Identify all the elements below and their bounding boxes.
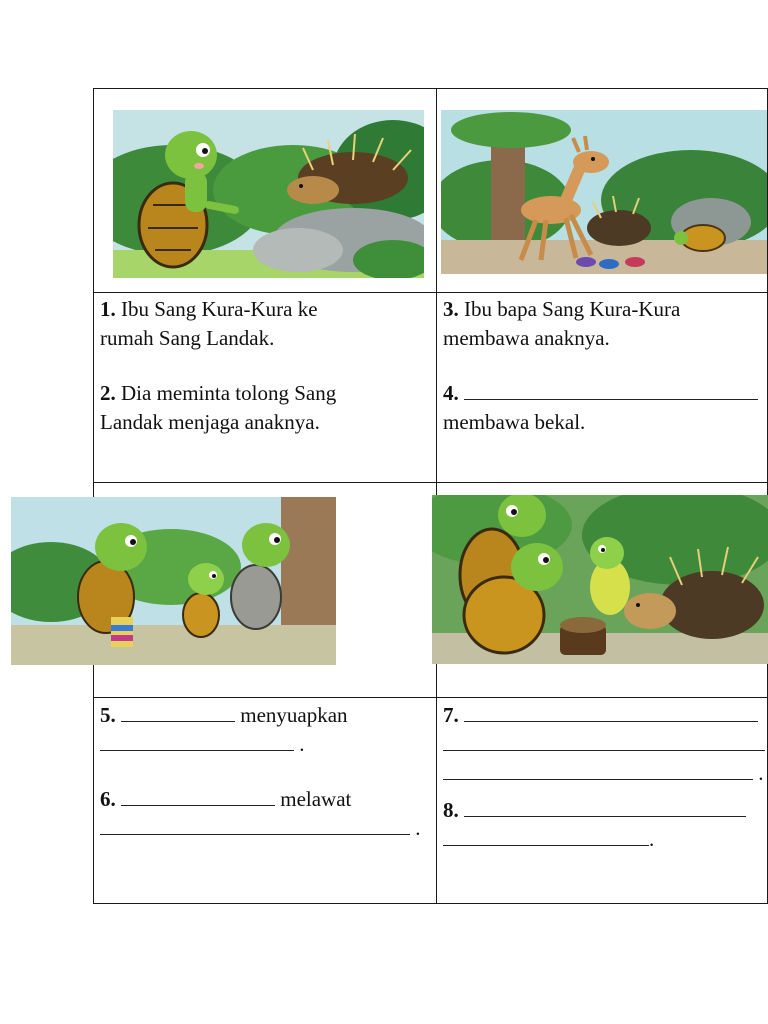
sentence-end: . [758,761,764,785]
sentence-8-continuation [443,825,767,854]
answer-blank[interactable] [121,701,235,722]
sentence-5 [100,701,430,730]
cell-sentences-1-2 [100,295,430,437]
answer-blank[interactable] [464,796,746,817]
sentence-6 [100,785,430,814]
item-number: 4. [443,381,459,405]
table-divider-row1 [93,292,768,293]
item-number: 3. [443,297,459,321]
answer-blank[interactable] [443,759,753,780]
sentence-4-continuation: membawa bekal. [443,410,586,434]
sentence-end: . [299,732,305,756]
sentence-end: . [649,827,655,851]
illustration-deer-porcupine-turtle [441,110,767,274]
table-divider-row2 [93,482,768,483]
item-number: 8. [443,798,459,822]
table-border-top [93,88,768,89]
illustration-three-turtles-walking [11,497,336,665]
answer-blank[interactable] [121,785,275,806]
sentence-2 [100,379,430,408]
sentence-text: Dia meminta tolong Sang [121,381,337,405]
answer-blank[interactable] [464,701,758,722]
item-number: 2. [100,381,116,405]
sentence-7-line-3 [443,759,767,788]
answer-blank[interactable] [443,730,765,751]
item-number: 7. [443,703,459,727]
item-number: 1. [100,297,116,321]
sentence-6-continuation [100,814,430,843]
sentence-8 [443,796,767,825]
sentence-5-continuation [100,730,430,759]
answer-blank[interactable] [100,814,410,835]
sentence-3-continuation: membawa anaknya. [443,326,610,350]
cell-sentences-5-6 [100,701,430,843]
sentence-end: . [415,816,421,840]
answer-blank[interactable] [100,730,294,751]
sentence-3 [443,295,765,324]
answer-blank[interactable] [464,379,758,400]
illustration-turtles-porcupine-basket [432,495,768,664]
table-border-bottom [93,903,768,904]
sentence-7 [443,701,767,730]
sentence-text: Ibu bapa Sang Kura-Kura [464,297,681,321]
item-number: 6. [100,787,116,811]
sentence-1 [100,295,430,324]
illustration-turtle-visits-porcupine [113,110,424,278]
table-border-left [93,88,94,904]
sentence-1-continuation: rumah Sang Landak. [100,326,275,350]
sentence-word: menyuapkan [240,703,348,727]
sentence-4 [443,379,765,408]
item-number: 5. [100,703,116,727]
answer-blank[interactable] [443,825,649,846]
cell-sentences-3-4 [443,295,765,437]
sentence-word: melawat [280,787,352,811]
sentence-text: Ibu Sang Kura-Kura ke [121,297,318,321]
sentence-2-continuation: Landak menjaga anaknya. [100,410,320,434]
cell-sentences-7-8 [443,701,767,854]
table-divider-row3 [93,697,768,698]
sentence-7-line-2 [443,730,767,759]
